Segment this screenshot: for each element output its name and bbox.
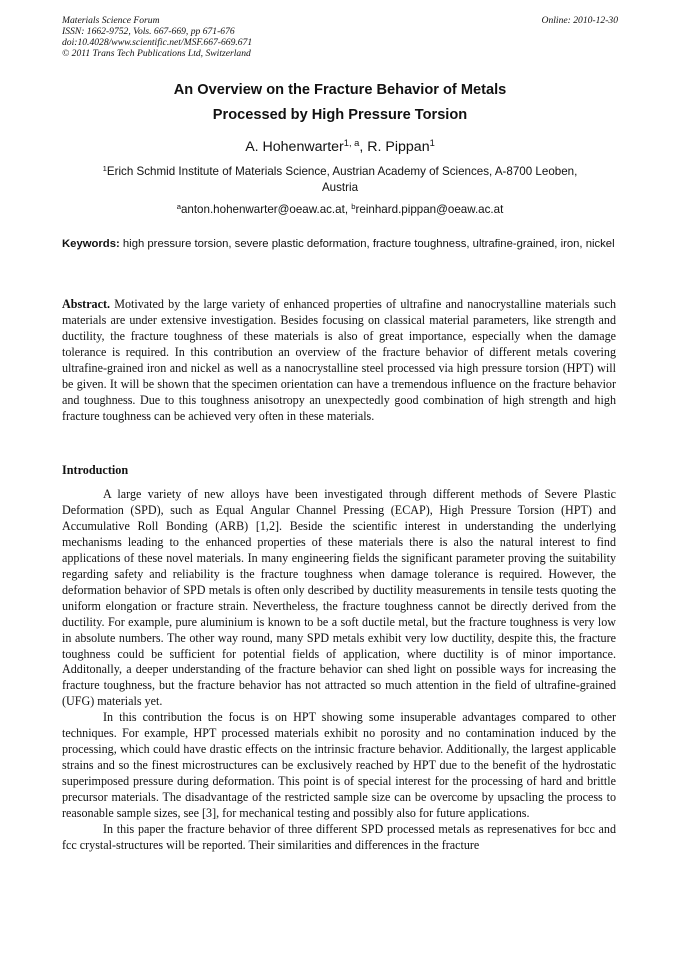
affiliation-mark: 1: [102, 163, 107, 173]
paper-title-line-2: Processed by High Pressure Torsion: [212, 107, 468, 123]
abstract-label: Abstract.: [62, 297, 111, 311]
email-a: anton.hohenwarter@oeaw.ac.at,: [180, 203, 352, 216]
copyright: © 2011 Trans Tech Publications Ltd, Switzerland: [62, 48, 251, 59]
author-1-affiliation-mark: 1, a: [343, 137, 360, 148]
introduction-paragraph-1: A large variety of new alloys have been investigated through different methods of Severe Plastic Deformation (SPD), such as Equal Angular Channel Pressing (ECAP), High Pressure Torsion (HPT) and Accumulative Roll Bonding (ARB) [1,2]. Beside the scientific interest in understanding the underlying mechanisms leading to the enhanced properties of these materials there is also the natural interest to find applications of these novel materials. In many engineering fields the significant parameter proving the suitability regarding safety and reliability is the fracture toughness when damage tolerance is required. However, the deformation behavior of SPD metals is often only described by ductility measurements in tensile tests quoting the uniform elongation or fracture strain. Nevertheless, the fracture toughness cannot be directly derived from the ductility. For example, pure aluminium is known to be a soft ductile metal, but the fracture toughness is very low in absolute numbers. The other way round, many SPD metals exhibit very low ductility, despite this, the fracture toughness could be sufficient for potential fields of application, where ductility is of minor importance. Additonally, a deeper understanding of the fracture behavior can shed light on possible ways for increasing the fracture toughness, but the fracture behavior has not attracted so much attention in the field of ultrafine-grained (UFG) materials yet.: [62, 487, 616, 709]
author-separator: ,: [359, 139, 368, 155]
author-1: A. Hohenwarter: [245, 139, 344, 155]
introduction-paragraph-3: In this paper the fracture behavior of three different SPD processed metals as represenatives for bcc and fcc crystal-structures will be reported. Their similarities and differences in the fracture: [62, 822, 616, 852]
introduction-body: [62, 487, 616, 854]
abstract: [62, 297, 616, 425]
author-2-affiliation-mark: 1: [429, 137, 435, 148]
keywords-text: high pressure torsion, severe plastic deformation, fracture toughness, ultrafine-grained, iron, nickel: [119, 238, 615, 250]
keywords-label: Keywords:: [62, 238, 120, 250]
author-emails: [62, 203, 618, 216]
email-b-mark: b: [351, 201, 356, 211]
affiliation: [62, 164, 618, 196]
email-a-mark: a: [176, 201, 181, 211]
paper-title-line-1: An Overview on the Fracture Behavior of Metals: [173, 82, 507, 98]
journal-header: [62, 15, 618, 59]
introduction-paragraph-2: In this contribution the focus is on HPT showing some insuperable advantages compared to other techniques. For example, HPT processed materials exhibit no porosity and no contamination induced by the processing, which could have drastic effects on the intrinsic fracture behavior. Additionally, the largest applicable strains and so the finest microstructures can be exclusively reached by HPT due to the benefit of the hydrostatic superimposed pressure during deformation. This point is of special interest for the processing of hard and brittle precursor materials. The disadvantage of the restricted sample size can be overcome by upsacling the process to reasonable sample sizes, see [3], for mechanical testing and possibly also for future applications.: [62, 710, 616, 821]
author-2: R. Pippan: [367, 139, 430, 155]
author-list: [62, 139, 618, 155]
section-heading-introduction: Introduction: [62, 463, 129, 477]
journal-name: Materials Science Forum: [62, 15, 160, 26]
abstract-text: Motivated by the large variety of enhanced properties of ultrafine and nanocrystalline materials such materials are under extensive investigation. Besides focusing on classical material parameters, like strength and ductility, the fracture toughness of these materials is also of great importance, especially when the damage tolerance is required. In this contribution an overview of the fracture behavior of different metals covering ultrafine-grained iron and nickel as well as a nanocrystalline steel processed via high pressure torsion (HPT) will be given. It will be shown that the specimen orientation can have a tremendous influence on the fracture behavior and toughness. Due to this toughness anisotropy an unexpectedly good combination of high strength and high fracture toughness can be achieved very often in these materials.: [62, 297, 616, 423]
affiliation-line-2: Austria: [321, 181, 359, 194]
keywords: [62, 237, 618, 251]
affiliation-line-1: Erich Schmid Institute of Materials Science, Austrian Academy of Sciences, A-8700 Leoben,: [106, 165, 578, 178]
issn: ISSN: 1662-9752, Vols. 667-669, pp 671-676: [62, 26, 235, 37]
doi: doi:10.4028/www.scientific.net/MSF.667-669.671: [62, 37, 253, 48]
online-date: Online: 2010-12-30: [541, 15, 618, 26]
email-b: reinhard.pippan@oeaw.ac.at: [355, 203, 504, 216]
